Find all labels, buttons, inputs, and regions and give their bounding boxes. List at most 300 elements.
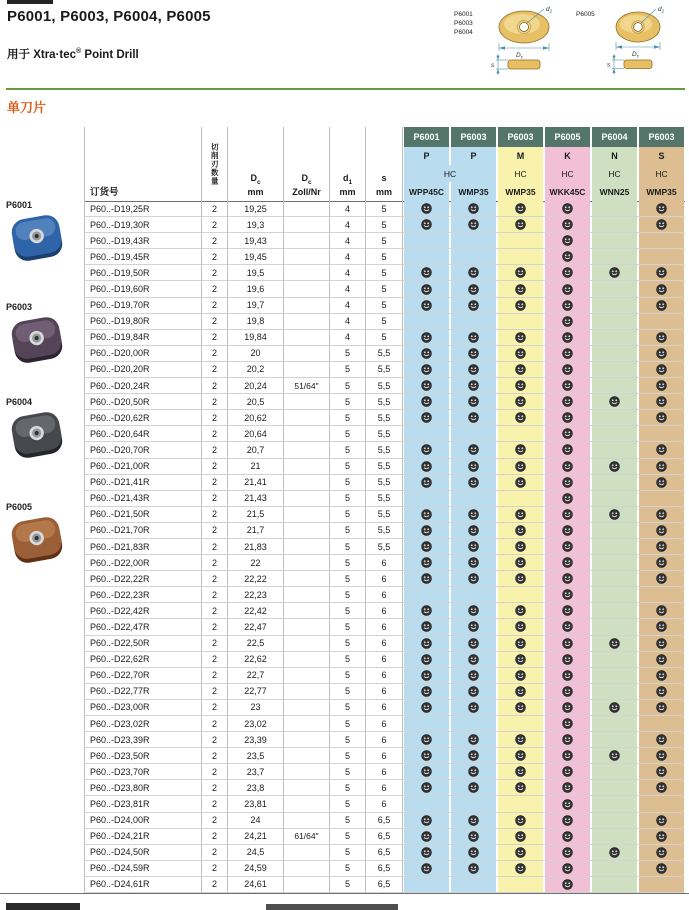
- availability-cell: [403, 764, 450, 780]
- availability-cell: [544, 555, 591, 571]
- grade-name-cell: WNN25: [592, 182, 637, 201]
- d1-mm-cell: 5: [330, 619, 366, 635]
- availability-icon: [468, 654, 479, 665]
- order-number-cell: P60..-D22,22R: [84, 571, 202, 587]
- grade-name-cell: WMP35: [451, 182, 496, 201]
- availability-cell: [638, 233, 685, 249]
- availability-cell: [497, 459, 544, 475]
- availability-cell: [591, 764, 638, 780]
- availability-icon: [421, 750, 432, 761]
- cutting-edges-cell: 2: [202, 716, 228, 732]
- availability-cell: [544, 668, 591, 684]
- footer-cropped-text-center: [266, 904, 398, 910]
- dc-mm-cell: 20,5: [228, 394, 284, 410]
- s-mm-cell: 6: [366, 619, 403, 635]
- cutting-edges-cell: 2: [202, 491, 228, 507]
- availability-cell: [450, 861, 497, 877]
- availability-cell: [638, 748, 685, 764]
- drawing-label-p6003: P6003: [454, 20, 473, 27]
- table-row: [0, 314, 689, 330]
- d1-mm-cell: 4: [330, 298, 366, 314]
- order-number-cell: P60..-D23,81R: [84, 796, 202, 812]
- availability-cell: [450, 475, 497, 491]
- cutting-edges-cell: 2: [202, 587, 228, 603]
- cutting-edges-cell: 2: [202, 780, 228, 796]
- availability-cell: [638, 298, 685, 314]
- availability-cell: [403, 426, 450, 442]
- availability-icon: [562, 235, 573, 246]
- availability-cell: [403, 459, 450, 475]
- iso-class-cell: K: [545, 147, 590, 165]
- availability-cell: [638, 700, 685, 716]
- dc-mm-cell: 22,23: [228, 587, 284, 603]
- dc-mm-cell: 24,61: [228, 877, 284, 893]
- table-row: [0, 780, 689, 796]
- availability-icon: [562, 750, 573, 761]
- s-mm-cell: 5,5: [366, 491, 403, 507]
- order-number-cell: P60..-D24,50R: [84, 845, 202, 861]
- availability-icon: [562, 444, 573, 455]
- s-mm-cell: 5: [366, 265, 403, 281]
- gutter-cell: [0, 619, 84, 635]
- order-number-cell: P60..-D21,41R: [84, 475, 202, 491]
- dc-mm-cell: 21,83: [228, 539, 284, 555]
- availability-cell: [544, 249, 591, 265]
- availability-icon: [562, 316, 573, 327]
- availability-icon: [562, 589, 573, 600]
- availability-cell: [544, 201, 591, 217]
- availability-icon: [562, 300, 573, 311]
- availability-cell: [591, 346, 638, 362]
- availability-icon: [421, 477, 432, 488]
- availability-cell: [403, 587, 450, 603]
- availability-cell: [638, 378, 685, 394]
- availability-icon: [656, 364, 667, 375]
- d1-mm-cell: 5: [330, 845, 366, 861]
- insert-front-view-right: [616, 12, 660, 42]
- availability-cell: [544, 877, 591, 893]
- availability-cell: [638, 265, 685, 281]
- order-number-cell: P60..-D21,00R: [84, 459, 202, 475]
- availability-cell: [403, 845, 450, 861]
- availability-icon: [562, 799, 573, 810]
- availability-cell: [497, 764, 544, 780]
- d1-mm-cell: 5: [330, 523, 366, 539]
- cutting-edges-cell: 2: [202, 281, 228, 297]
- availability-cell: [450, 507, 497, 523]
- availability-icon: [656, 396, 667, 407]
- availability-icon: [468, 573, 479, 584]
- dc-zoll-cell: [284, 201, 330, 217]
- availability-cell: [497, 636, 544, 652]
- s-mm-cell: 6: [366, 732, 403, 748]
- availability-icon: [515, 477, 526, 488]
- availability-icon: [656, 525, 667, 536]
- availability-cell: [403, 265, 450, 281]
- availability-icon: [656, 702, 667, 713]
- availability-cell: [403, 684, 450, 700]
- dc-zoll-cell: [284, 507, 330, 523]
- availability-icon: [562, 605, 573, 616]
- dc-mm-cell: 20: [228, 346, 284, 362]
- availability-cell: [403, 491, 450, 507]
- subtitle-prefix: 用于: [7, 49, 34, 61]
- availability-cell: [638, 877, 685, 893]
- availability-cell: [591, 410, 638, 426]
- availability-cell: [497, 410, 544, 426]
- availability-cell: [591, 394, 638, 410]
- availability-icon: [515, 348, 526, 359]
- availability-icon: [562, 766, 573, 777]
- dc-zoll-cell: [284, 523, 330, 539]
- availability-cell: [544, 378, 591, 394]
- availability-cell: [544, 265, 591, 281]
- availability-cell: [403, 298, 450, 314]
- cutting-edges-cell: 2: [202, 796, 228, 812]
- availability-cell: [403, 249, 450, 265]
- availability-cell: [403, 539, 450, 555]
- iso-class-cell: P: [404, 147, 449, 165]
- availability-icon: [421, 557, 432, 568]
- availability-cell: [638, 636, 685, 652]
- registered-mark: ®: [76, 48, 82, 56]
- d1-mm-cell: 5: [330, 459, 366, 475]
- dc-mm-cell: 21,41: [228, 475, 284, 491]
- availability-icon: [515, 541, 526, 552]
- availability-cell: [544, 442, 591, 458]
- availability-icon: [421, 461, 432, 472]
- availability-cell: [403, 652, 450, 668]
- order-number-cell: P60..-D24,00R: [84, 813, 202, 829]
- availability-cell: [450, 410, 497, 426]
- dc-mm-cell: 20,64: [228, 426, 284, 442]
- order-number-cell: P60..-D22,42R: [84, 603, 202, 619]
- availability-cell: [497, 652, 544, 668]
- availability-icon: [562, 686, 573, 697]
- cutting-edges-cell: 2: [202, 748, 228, 764]
- availability-cell: [591, 636, 638, 652]
- dc-zoll-cell: [284, 796, 330, 812]
- insert-photo: [6, 212, 68, 264]
- availability-cell: [544, 829, 591, 845]
- availability-icon: [562, 847, 573, 858]
- cutting-edges-cell: 2: [202, 426, 228, 442]
- dc-zoll-cell: [284, 619, 330, 635]
- availability-icon: [515, 332, 526, 343]
- dc-mm-cell: 20,62: [228, 410, 284, 426]
- dc-mm-cell: 20,2: [228, 362, 284, 378]
- table-row: [0, 394, 689, 410]
- availability-icon: [609, 750, 620, 761]
- gutter-cell: [0, 845, 84, 861]
- dc-mm-cell: 23,39: [228, 732, 284, 748]
- cutting-edges-cell: 2: [202, 571, 228, 587]
- availability-icon: [609, 638, 620, 649]
- availability-icon: [562, 654, 573, 665]
- availability-cell: [497, 684, 544, 700]
- dim-s-left: s: [491, 62, 495, 69]
- availability-cell: [450, 796, 497, 812]
- dc-zoll-cell: [284, 845, 330, 861]
- availability-cell: [497, 475, 544, 491]
- availability-cell: [591, 475, 638, 491]
- availability-icon: [421, 348, 432, 359]
- availability-cell: [544, 459, 591, 475]
- availability-cell: [497, 330, 544, 346]
- availability-cell: [544, 523, 591, 539]
- availability-cell: [450, 603, 497, 619]
- availability-cell: [591, 298, 638, 314]
- table-row: [0, 684, 689, 700]
- order-number-cell: P60..-D23,50R: [84, 748, 202, 764]
- availability-icon: [468, 332, 479, 343]
- order-number-cell: P60..-D20,64R: [84, 426, 202, 442]
- gutter-cell: [0, 829, 84, 845]
- availability-icon: [421, 284, 432, 295]
- table-row: [0, 233, 689, 249]
- dc-mm-cell: 22,22: [228, 571, 284, 587]
- availability-cell: [544, 587, 591, 603]
- grade-application-header: P6003: [639, 127, 684, 147]
- availability-icon: [515, 670, 526, 681]
- table-row: [0, 265, 689, 281]
- availability-icon: [468, 348, 479, 359]
- table-row: [0, 603, 689, 619]
- order-number-cell: P60..-D22,62R: [84, 652, 202, 668]
- availability-icon: [656, 638, 667, 649]
- availability-icon: [562, 815, 573, 826]
- cutting-edges-cell: 2: [202, 700, 228, 716]
- availability-cell: [638, 459, 685, 475]
- availability-icon: [468, 219, 479, 230]
- order-number-cell: P60..-D20,20R: [84, 362, 202, 378]
- grade-columns-header: [403, 127, 685, 201]
- availability-cell: [638, 732, 685, 748]
- s-mm-cell: 6: [366, 636, 403, 652]
- cutting-edges-cell: 2: [202, 475, 228, 491]
- iso-class-cell: N: [592, 147, 637, 165]
- availability-icon: [609, 396, 620, 407]
- gutter-cell: [0, 684, 84, 700]
- availability-cell: [450, 668, 497, 684]
- d1-mm-cell: 5: [330, 410, 366, 426]
- availability-cell: [497, 507, 544, 523]
- order-number-cell: P60..-D22,47R: [84, 619, 202, 635]
- availability-icon: [515, 300, 526, 311]
- availability-icon: [656, 444, 667, 455]
- product-p6003: [6, 302, 82, 371]
- dc-mm-cell: 19,6: [228, 281, 284, 297]
- d1-mm-cell: 5: [330, 491, 366, 507]
- availability-icon: [421, 364, 432, 375]
- availability-cell: [450, 748, 497, 764]
- d1-mm-cell: 5: [330, 716, 366, 732]
- availability-icon: [468, 300, 479, 311]
- dc-mm-cell: 22,62: [228, 652, 284, 668]
- cutting-edges-cell: 2: [202, 362, 228, 378]
- availability-cell: [450, 265, 497, 281]
- s-mm-cell: 5: [366, 249, 403, 265]
- cutting-edges-cell: 2: [202, 265, 228, 281]
- availability-cell: [497, 249, 544, 265]
- availability-icon: [515, 750, 526, 761]
- dc-zoll-cell: [284, 764, 330, 780]
- availability-cell: [450, 217, 497, 233]
- dc-zoll-cell: [284, 587, 330, 603]
- availability-icon: [656, 847, 667, 858]
- s-mm-cell: 6: [366, 555, 403, 571]
- availability-icon: [609, 702, 620, 713]
- grade-name-cell: WMP35: [498, 182, 543, 201]
- iso-class-cell: S: [639, 147, 684, 165]
- availability-cell: [403, 217, 450, 233]
- d1-mm-cell: 5: [330, 426, 366, 442]
- grade-application-header: P6001: [404, 127, 449, 147]
- availability-icon: [562, 863, 573, 874]
- availability-icon: [421, 605, 432, 616]
- availability-cell: [497, 265, 544, 281]
- availability-icon: [515, 573, 526, 584]
- availability-icon: [515, 782, 526, 793]
- dc-mm-cell: 19,43: [228, 233, 284, 249]
- availability-icon: [515, 766, 526, 777]
- availability-cell: [450, 845, 497, 861]
- availability-icon: [421, 815, 432, 826]
- dc-zoll-cell: [284, 652, 330, 668]
- availability-icon: [468, 847, 479, 858]
- table-row: [0, 491, 689, 507]
- availability-icon: [515, 219, 526, 230]
- d1-mm-cell: 4: [330, 330, 366, 346]
- availability-icon: [515, 284, 526, 295]
- dc-mm-cell: 21: [228, 459, 284, 475]
- dc-mm-cell: 22,5: [228, 636, 284, 652]
- availability-icon: [562, 267, 573, 278]
- availability-cell: [638, 603, 685, 619]
- dim-d1-right: $d_1$: [658, 6, 665, 14]
- availability-cell: [450, 700, 497, 716]
- availability-cell: [638, 813, 685, 829]
- availability-cell: [544, 684, 591, 700]
- grade-name-cell: WPP45C: [404, 182, 449, 201]
- availability-cell: [591, 555, 638, 571]
- availability-icon: [421, 380, 432, 391]
- dc-zoll-cell: [284, 603, 330, 619]
- availability-icon: [421, 332, 432, 343]
- cutting-edges-cell: 2: [202, 314, 228, 330]
- dc-zoll-cell: [284, 700, 330, 716]
- availability-icon: [468, 815, 479, 826]
- availability-icon: [468, 734, 479, 745]
- availability-cell: [450, 314, 497, 330]
- availability-cell: [591, 748, 638, 764]
- availability-cell: [591, 796, 638, 812]
- availability-cell: [638, 346, 685, 362]
- availability-cell: [544, 362, 591, 378]
- availability-cell: [591, 700, 638, 716]
- gutter-cell: [0, 668, 84, 684]
- order-number-cell: P60..-D20,62R: [84, 410, 202, 426]
- dc-zoll-cell: [284, 780, 330, 796]
- dc-zoll-cell: [284, 346, 330, 362]
- availability-icon: [421, 782, 432, 793]
- availability-cell: [450, 459, 497, 475]
- availability-cell: [450, 780, 497, 796]
- availability-cell: [450, 233, 497, 249]
- cutting-edges-cell: 2: [202, 555, 228, 571]
- availability-cell: [450, 298, 497, 314]
- order-number-cell: P60..-D19,43R: [84, 233, 202, 249]
- col-header-order-number: 订货号: [84, 127, 202, 201]
- col-header-dc-mm: $D_c$ mm: [228, 127, 284, 201]
- d1-mm-cell: 5: [330, 652, 366, 668]
- availability-cell: [638, 684, 685, 700]
- s-mm-cell: 6,5: [366, 845, 403, 861]
- dc-zoll-cell: [284, 233, 330, 249]
- cutting-edges-cell: 2: [202, 813, 228, 829]
- cutting-material-cell: HC: [404, 165, 496, 182]
- availability-cell: [591, 426, 638, 442]
- availability-cell: [591, 829, 638, 845]
- availability-icon: [515, 702, 526, 713]
- availability-cell: [544, 314, 591, 330]
- s-mm-cell: 6: [366, 587, 403, 603]
- order-number-cell: P60..-D19,80R: [84, 314, 202, 330]
- col-header-dc-zoll: $D_c$ Zoll/Nr: [284, 127, 330, 201]
- availability-icon: [421, 396, 432, 407]
- availability-icon: [421, 444, 432, 455]
- availability-cell: [403, 346, 450, 362]
- availability-cell: [544, 861, 591, 877]
- availability-icon: [609, 461, 620, 472]
- d1-mm-cell: 5: [330, 796, 366, 812]
- availability-icon: [468, 284, 479, 295]
- d1-mm-cell: 5: [330, 813, 366, 829]
- availability-cell: [450, 619, 497, 635]
- availability-cell: [497, 861, 544, 877]
- table-row: [0, 249, 689, 265]
- table-row: [0, 346, 689, 362]
- availability-icon: [468, 605, 479, 616]
- availability-cell: [403, 829, 450, 845]
- availability-icon: [421, 654, 432, 665]
- s-mm-cell: 5: [366, 233, 403, 249]
- availability-icon: [468, 380, 479, 391]
- product-label: P6003: [6, 302, 33, 312]
- s-mm-cell: 5,5: [366, 346, 403, 362]
- availability-icon: [421, 525, 432, 536]
- s-mm-cell: 6,5: [366, 877, 403, 893]
- availability-cell: [544, 652, 591, 668]
- availability-icon: [421, 847, 432, 858]
- availability-cell: [638, 442, 685, 458]
- table-row: [0, 764, 689, 780]
- availability-cell: [638, 829, 685, 845]
- d1-mm-cell: 5: [330, 394, 366, 410]
- s-mm-cell: 6: [366, 700, 403, 716]
- order-number-cell: P60..-D21,70R: [84, 523, 202, 539]
- availability-icon: [515, 815, 526, 826]
- table-header: [0, 127, 689, 201]
- availability-cell: [450, 684, 497, 700]
- availability-cell: [497, 426, 544, 442]
- availability-icon: [468, 782, 479, 793]
- availability-cell: [638, 539, 685, 555]
- order-number-cell: P60..-D24,61R: [84, 877, 202, 893]
- dc-zoll-cell: [284, 861, 330, 877]
- d1-mm-cell: 5: [330, 748, 366, 764]
- cutting-edges-cell: 2: [202, 636, 228, 652]
